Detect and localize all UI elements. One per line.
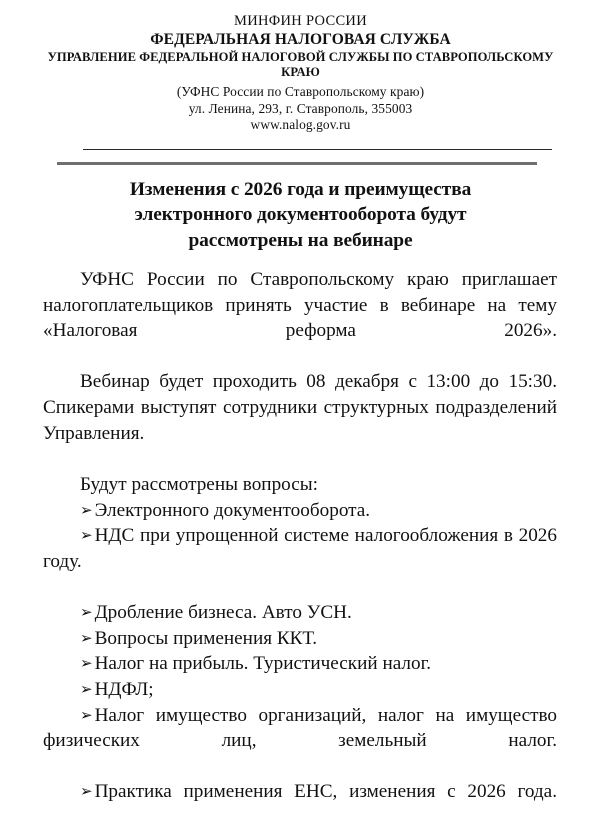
- list-item: [43, 600, 557, 626]
- list-item-label: Практика применения ЕНС, изменения с 2026 года.: [94, 781, 557, 803]
- website-url: www.nalog.gov.ru: [250, 116, 351, 132]
- list-item: [43, 703, 557, 780]
- list-item: [43, 677, 557, 703]
- list-item-label: Вопросы применения ККТ.: [94, 627, 318, 649]
- arrowhead-bullet-icon: ➢: [80, 707, 93, 724]
- divider-rules: [0, 141, 601, 167]
- ministry-name: МИНФИН РОССИИ: [234, 13, 367, 29]
- letterhead: [0, 0, 601, 132]
- arrowhead-bullet-icon: ➢: [80, 784, 93, 801]
- arrowhead-bullet-icon: ➢: [80, 528, 93, 545]
- department-name: УПРАВЛЕНИЕ ФЕДЕРАЛЬНОЙ НАЛОГОВОЙ СЛУЖБЫ ПО СТАВРОПОЛЬСКОМУ КРАЮ: [47, 50, 554, 80]
- divider-rule-bottom: [57, 162, 537, 165]
- list-item: [43, 523, 557, 600]
- postal-address: ул. Ленина, 293, г. Ставрополь, 355003: [188, 100, 413, 116]
- service-name: ФЕДЕРАЛЬНАЯ НАЛОГОВАЯ СЛУЖБА: [150, 30, 451, 48]
- arrowhead-bullet-icon: ➢: [80, 681, 93, 698]
- list-item-label: НДС при упрощенной системе налогообложения в 2026 году.: [43, 525, 557, 572]
- arrowhead-bullet-icon: ➢: [80, 630, 93, 647]
- list-item: [43, 651, 557, 677]
- list-item: [43, 626, 557, 652]
- list-item-label: Налог имущество организаций, налог на имущество физических лиц, земельный налог.: [43, 704, 557, 752]
- topics-lead-in: Будут рассмотрены вопросы:: [80, 473, 318, 495]
- list-item-label: НДФЛ;: [94, 678, 154, 700]
- paragraph-invitation: УФНС России по Ставропольскому краю приглашает налогоплательщиков принять участие в вебинаре на тему «Налоговая реформа 2026».: [43, 268, 557, 342]
- document-body: [0, 267, 601, 831]
- arrowhead-bullet-icon: ➢: [80, 502, 93, 519]
- list-item: [43, 779, 557, 830]
- page-title: Изменения с 2026 года и преимущества электронного документооборота будут рассмотрены на вебинаре: [129, 179, 472, 251]
- list-item-label: Налог на прибыль. Туристический налог.: [94, 653, 432, 675]
- list-item: [43, 498, 557, 524]
- department-short-name: (УФНС России по Ставропольскому краю): [176, 84, 425, 100]
- list-item-label: Электронного документооборота.: [94, 499, 371, 521]
- list-item-label: Дробление бизнеса. Авто УСН.: [94, 602, 352, 624]
- paragraph-schedule: Вебинар будет проходить 08 декабря с 13:00 до 15:30. Спикерами выступят сотрудники структурных подразделений Управления.: [43, 371, 557, 444]
- topics-list: [43, 498, 557, 831]
- arrowhead-bullet-icon: ➢: [80, 605, 93, 622]
- divider-rule-top: [83, 149, 552, 150]
- arrowhead-bullet-icon: ➢: [80, 656, 93, 673]
